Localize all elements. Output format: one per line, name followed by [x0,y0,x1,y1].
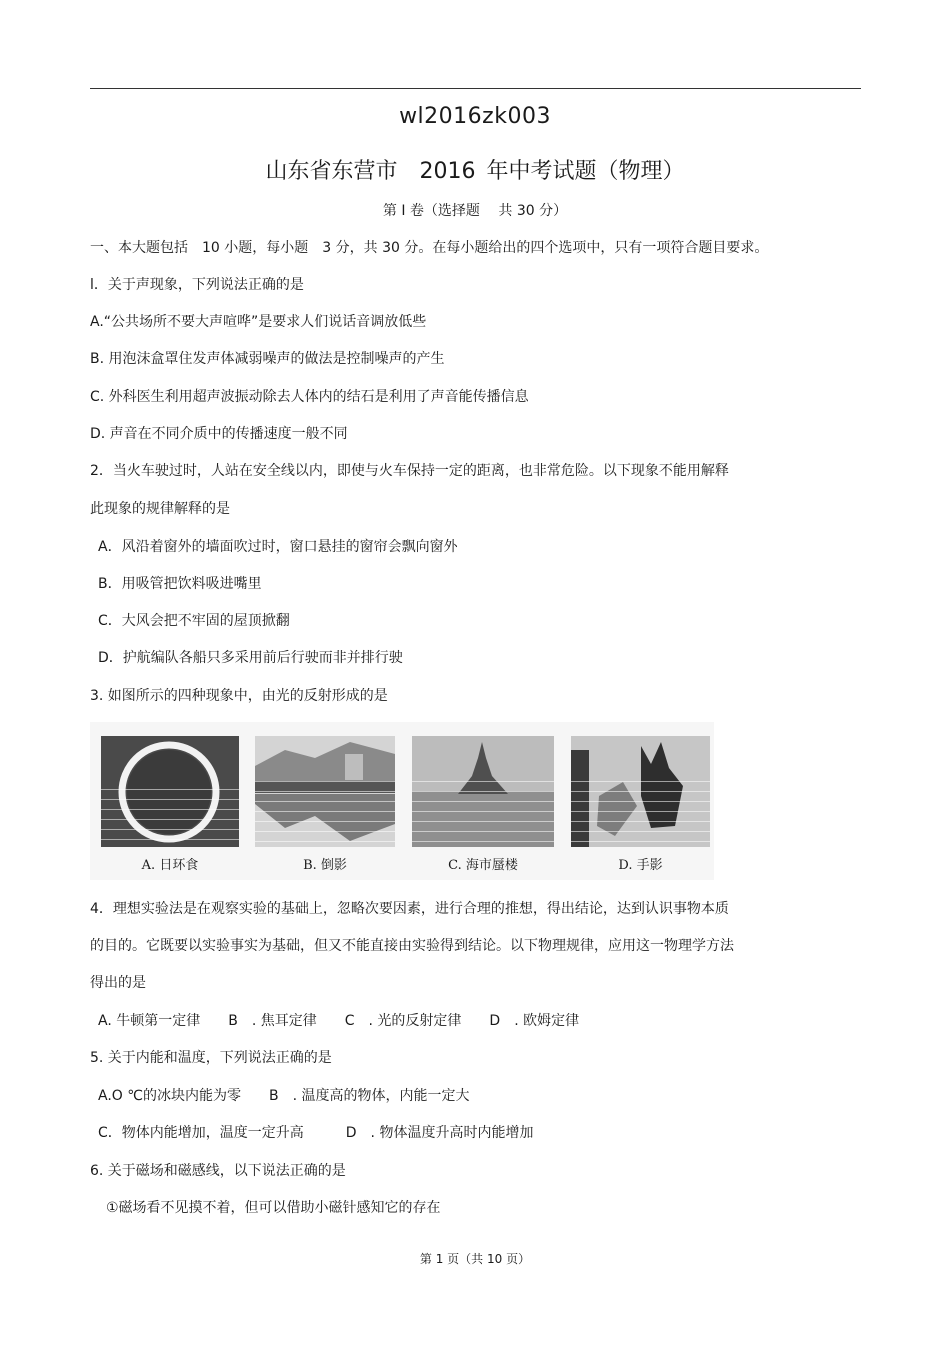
panel-reflection [255,736,395,847]
scan-stripes [255,772,395,847]
panel-solar-eclipse [101,736,239,847]
q5-options-cd: C．物体内能增加，温度一定升高 D . 物体温度升高时内能增加 [98,1125,534,1141]
q2-option-b: B．用吸管把饮料吸进嘴里 [98,576,262,592]
question-1: l．关于声现象，下列说法正确的是 [90,277,304,293]
q4-options: A. 牛顿第一定律 B . 焦耳定律 C . 光的反射定律 D . 欧姆定律 [98,1013,580,1029]
panel-mirage [412,736,554,847]
q5-options-ab: A.O ℃的冰块内能为零 B . 温度高的物体，内能一定大 [98,1088,470,1104]
question-4-cont: 的目的。它既要以实验事实为基础，但又不能直接由实验得到结论。以下物理规律，应用这一物理学方法 [90,938,734,954]
q2-option-c: C．大风会把不牢固的屋顶掀翻 [98,613,290,629]
question-2-cont: 此现象的规律解释的是 [90,501,230,517]
scan-stripes [101,780,239,847]
panel-hand-shadow [571,736,710,847]
scan-stripes [412,772,554,847]
q1-option-a: A.“公共场所不要大声喧哗”是要求人们说话音调放低些 [90,314,427,330]
caption-b: B. 倒影 [303,858,347,873]
header-rule [90,88,861,89]
caption-c: C. 海市蜃楼 [448,858,518,873]
q1-option-c: C. 外科医生利用超声波振动除去人体内的结石是利用了声音能传播信息 [90,389,529,405]
q2-option-d: D．护航编队各船只多采用前后行驶而非并排行驶 [98,650,403,666]
document-code: wl2016zk003 [399,104,551,129]
question-4: 4．理想实验法是在观察实验的基础上，忽略次要因素，进行合理的推想，得出结论，达到认识事物本质 [90,901,729,917]
caption-a: A. 日环食 [141,858,199,873]
q1-option-d: D. 声音在不同介质中的传播速度一般不同 [90,426,348,442]
page-title: 山东省东营市 2016 年中考试题（物理） [265,159,685,184]
page-number: 第 1 页（共 10 页） [419,1252,531,1266]
section-instructions: 一、本大题包括 10 小题，每小题 3 分，共 30 分。在每小题给出的四个选项中，只有一项符合题目要求。 [90,240,769,256]
section-subtitle: 第 Ⅰ 卷（选择题 共 30 分） [382,203,568,219]
question-6: 6. 关于磁场和磁感线，以下说法正确的是 [90,1163,346,1179]
question-3: 3. 如图所示的四种现象中，由光的反射形成的是 [90,688,388,704]
caption-d: D. 手影 [618,858,663,873]
q2-option-a: A．风沿着窗外的墙面吹过时，窗口悬挂的窗帘会飘向窗外 [98,539,458,555]
q1-option-b: B. 用泡沫盒罩住发声体减弱噪声的做法是控制噪声的产生 [90,351,445,367]
scan-stripes [571,772,710,847]
q6-statement-1: ①磁场看不见摸不着，但可以借助小磁针感知它的存在 [106,1200,441,1216]
question-5: 5. 关于内能和温度，下列说法正确的是 [90,1050,332,1066]
question-3-figure [90,722,714,880]
question-4-cont-2: 得出的是 [90,975,146,991]
question-2: 2．当火车驶过时，人站在安全线以内，即使与火车保持一定的距离，也非常危险。以下现象不能用解释 [90,463,729,479]
